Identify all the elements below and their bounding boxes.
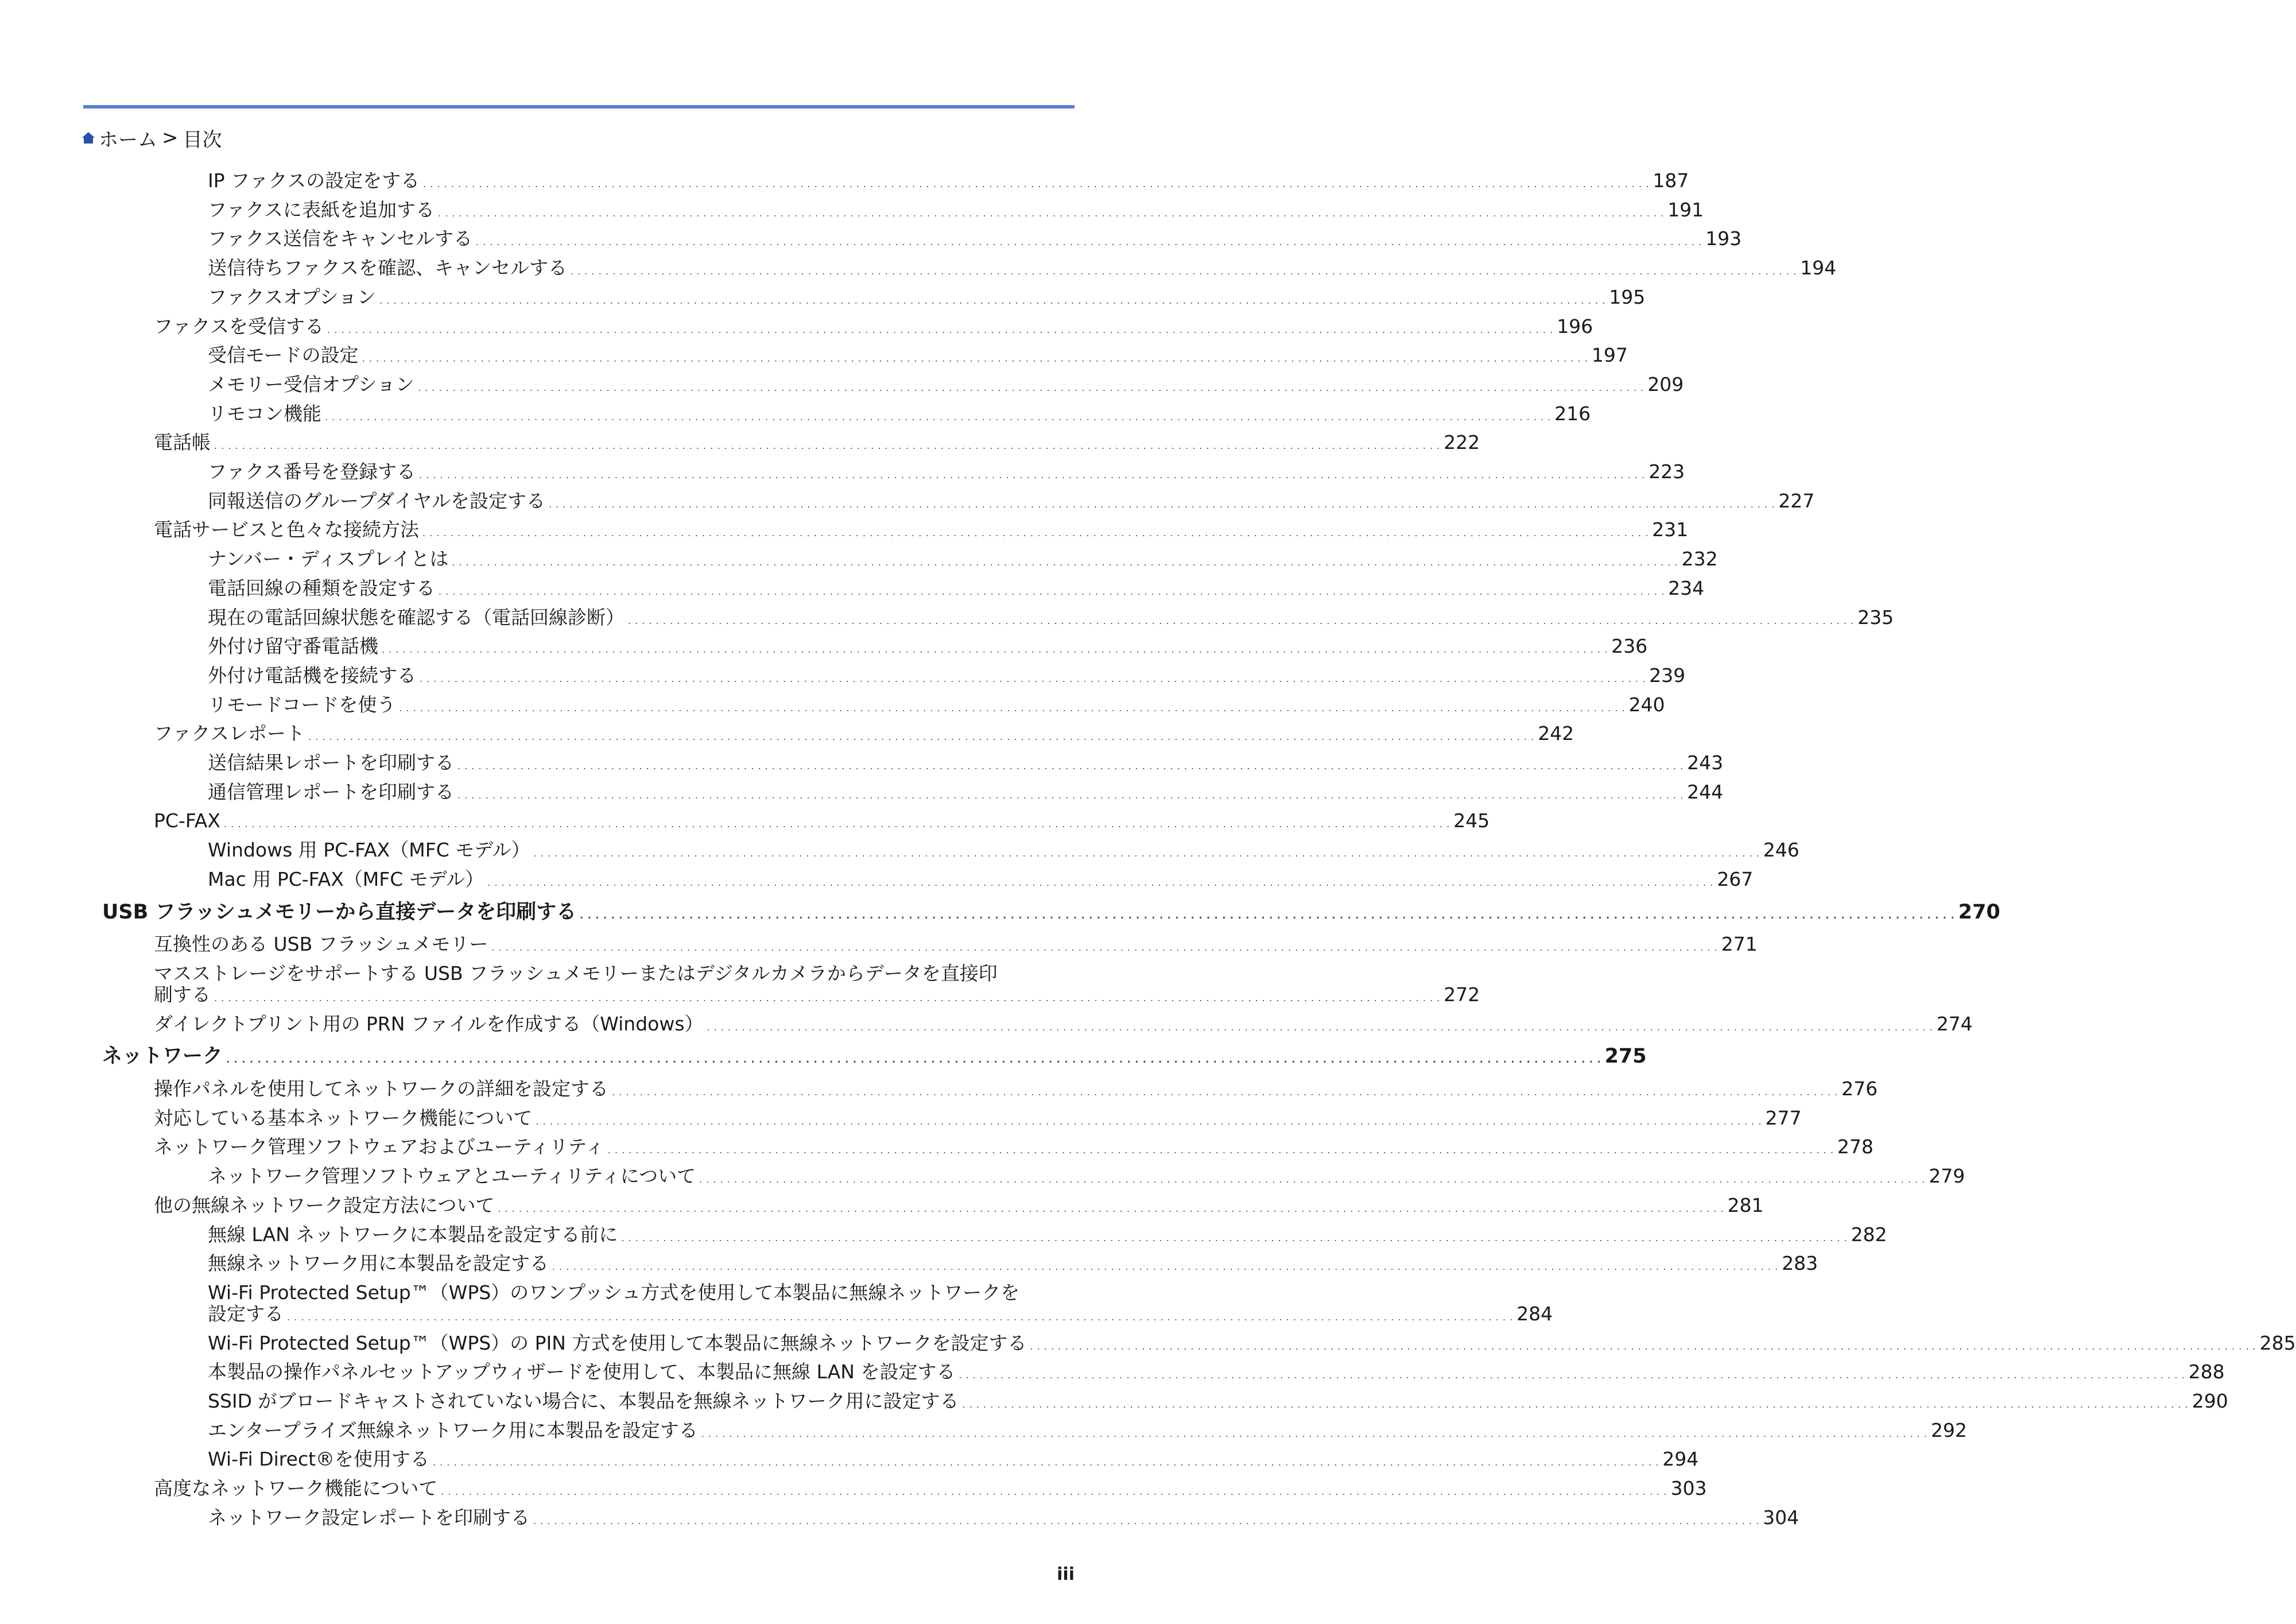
toc-leader-dots	[1030, 1329, 2256, 1361]
toc-leader-dots	[423, 166, 1649, 199]
breadcrumb-separator: >	[162, 126, 179, 149]
toc-entry-page: 242	[1538, 722, 1574, 745]
toc-entry-title: IP ファクスの設定をする	[208, 169, 420, 192]
toc-entry[interactable]	[0, 1133, 1874, 1161]
toc-entry-page: 191	[1667, 198, 1704, 221]
toc-entry-title: 高度なネットワーク機能について	[154, 1477, 438, 1500]
toc-entry[interactable]	[0, 632, 1648, 661]
toc-entry[interactable]	[0, 545, 1718, 573]
toc-entry[interactable]	[0, 370, 1684, 399]
toc-entry-page: 231	[1652, 518, 1689, 541]
toc-leader-dots	[382, 632, 1608, 664]
toc-entry-page: 282	[1851, 1223, 1887, 1246]
toc-entry-page: 194	[1800, 257, 1837, 280]
toc-entry-line[interactable]: マスストレージをサポートする USB フラッシュメモリーまたはデジタルカメラからデータを直接印	[154, 962, 998, 985]
toc-entry[interactable]	[0, 1300, 1553, 1328]
toc-leader-dots	[476, 224, 1702, 257]
toc-entry[interactable]	[0, 400, 1591, 428]
toc-entry-page: 272	[1444, 983, 1480, 1006]
toc-entry[interactable]	[0, 1075, 1878, 1103]
toc-entry-title: 本製品の操作パネルセットアップウィザードを使用して、本製品に無線 LAN を設定する	[208, 1361, 956, 1383]
toc-entry[interactable]	[0, 1358, 2225, 1386]
toc-leader-dots	[549, 487, 1775, 519]
toc-entry-title: Wi-Fi Direct®を使用する	[208, 1448, 430, 1471]
toc-leader-dots	[536, 1104, 1762, 1136]
toc-entry-page: 227	[1778, 489, 1815, 512]
toc-entry-title: ダイレクトプリント用の PRN ファイルを作成する（Windows）	[154, 1012, 704, 1035]
toc-leader-dots	[571, 254, 1797, 286]
toc-entry-title: 通信管理レポートを印刷する	[208, 780, 454, 803]
toc-entry[interactable]	[0, 1474, 1707, 1503]
toc-entry-title: エンタープライズ無線ネットワーク用に本製品を設定する	[208, 1418, 698, 1441]
toc-entry-line[interactable]: Wi-Fi Protected Setup™（WPS）のワンプッシュ方式を使用して本製品に無線ネットワークを	[208, 1281, 1020, 1304]
toc-entry-title: 現在の電話回線状態を確認する（電話回線診断）	[208, 606, 625, 629]
toc-entry[interactable]	[0, 1329, 2296, 1358]
toc-entry-page: 193	[1705, 227, 1742, 250]
toc-entry-page: 246	[1763, 839, 1799, 862]
toc-leader-dots	[552, 1249, 1778, 1281]
toc-entry[interactable]	[0, 1191, 1764, 1220]
toc-entry-title: ファクス番号を登録する	[208, 460, 416, 483]
toc-leader-dots	[701, 1416, 1927, 1448]
toc-entry-page: 187	[1653, 169, 1689, 192]
toc-entry[interactable]	[0, 312, 1593, 341]
toc-entry-title: 送信待ちファクスを確認、キャンセルする	[208, 257, 568, 280]
toc-entry-page: 277	[1765, 1106, 1802, 1129]
toc-entry[interactable]	[0, 196, 1704, 224]
toc-entry-title: 設定する	[208, 1302, 284, 1325]
toc-entry-title: SSID がブロードキャストされていない場合に、本製品を無線ネットワーク用に設定する	[208, 1390, 959, 1412]
toc-entry[interactable]	[0, 458, 1685, 486]
toc-entry-page: 279	[1929, 1165, 1965, 1188]
toc-entry[interactable]	[0, 603, 1894, 632]
toc-leader-dots	[438, 196, 1664, 228]
toc-entry-title: 電話サービスと色々な接続方法	[154, 518, 419, 541]
header-rule	[83, 105, 1075, 108]
toc-entry-title: 電話回線の種類を設定する	[208, 576, 435, 599]
toc-entry[interactable]	[0, 719, 1574, 748]
toc-entry-title: ファクス送信をキャンセルする	[208, 227, 473, 250]
toc-entry-title: 外付け電話機を接続する	[208, 664, 416, 687]
toc-entry[interactable]	[0, 224, 1742, 253]
toc-leader-dots	[580, 898, 1955, 930]
toc-entry-page: 294	[1662, 1448, 1699, 1471]
toc-entry[interactable]	[0, 487, 1815, 516]
toc-leader-dots	[534, 836, 1760, 868]
toc-entry-page: 290	[2192, 1390, 2228, 1412]
toc-leader-dots	[439, 574, 1665, 606]
toc-leader-dots	[224, 807, 1450, 839]
toc-leader-dots	[433, 1445, 1659, 1477]
toc-entry-page: 281	[1727, 1193, 1764, 1216]
toc-entry-page: 278	[1837, 1135, 1874, 1158]
toc-entry[interactable]	[0, 749, 1724, 777]
toc-leader-dots	[419, 458, 1645, 490]
toc-entry[interactable]	[0, 930, 1758, 959]
toc-leader-dots	[498, 1191, 1724, 1223]
toc-entry-title: Wi-Fi Protected Setup™（WPS）の PIN 方式を使用して本製品に無線ネットワークを設定する	[208, 1331, 1027, 1354]
toc-entry-title: USB フラッシュメモリーから直接データを印刷する	[102, 900, 577, 924]
toc-entry-title: リモコン機能	[208, 402, 321, 425]
toc-entry[interactable]	[0, 1220, 1887, 1249]
toc-entry-page: 275	[1604, 1045, 1647, 1068]
toc-entry-title: Mac 用 PC-FAX（MFC モデル）	[208, 867, 484, 890]
toc-entry-title: ネットワーク管理ソフトウェアとユーティリティについて	[208, 1165, 696, 1188]
toc-entry-page: 274	[1936, 1012, 1973, 1035]
toc-entry[interactable]	[0, 574, 1705, 603]
toc-entry-page: 196	[1557, 315, 1593, 338]
toc-entry-title: 刷する	[154, 983, 211, 1006]
toc-leader-dots	[399, 691, 1625, 723]
toc-entry-title: ファクスを受信する	[154, 315, 324, 338]
toc-entry-title: 電話帳	[154, 431, 211, 454]
toc-entry[interactable]	[0, 807, 1490, 835]
toc-entry-page: 303	[1670, 1477, 1707, 1500]
toc-entry[interactable]	[0, 691, 1665, 719]
toc-leader-dots	[707, 1010, 1933, 1042]
toc-entry-page: 209	[1647, 373, 1684, 396]
toc-entry-page: 245	[1453, 809, 1490, 832]
toc-entry[interactable]	[0, 778, 1724, 807]
toc-entry[interactable]	[0, 980, 1480, 1009]
toc-entry-title: 互換性のある USB フラッシュメモリー	[154, 933, 488, 956]
toc-entry-title: PC-FAX	[154, 809, 220, 832]
toc-entry-page: 234	[1668, 576, 1705, 599]
toc-entry[interactable]	[0, 1416, 1967, 1445]
page-number: iii	[1057, 1564, 1075, 1584]
toc-entry-page: 283	[1782, 1252, 1818, 1275]
toc-leader-dots	[963, 1387, 2189, 1419]
toc-leader-dots	[612, 1075, 1838, 1107]
home-icon[interactable]	[82, 131, 95, 145]
toc-leader-dots	[533, 1503, 1759, 1536]
toc-entry-title: 無線ネットワーク用に本製品を設定する	[208, 1252, 549, 1275]
toc-entry-title: 無線 LAN ネットワークに本製品を設定する前に	[208, 1223, 618, 1246]
toc-entry-page: 197	[1591, 344, 1628, 367]
toc-leader-dots	[226, 1042, 1601, 1074]
toc-entry[interactable]	[0, 1104, 1802, 1133]
toc-leader-dots	[491, 930, 1717, 962]
toc-leader-dots	[621, 1220, 1847, 1253]
toc-entry[interactable]	[0, 1387, 2228, 1416]
toc-entry-page: 288	[2188, 1361, 2225, 1383]
toc-entry[interactable]	[0, 865, 1754, 894]
toc-entry-title: 外付け留守番電話機	[208, 635, 378, 658]
toc-entry-title: ファクスレポート	[154, 722, 305, 745]
toc-entry[interactable]	[0, 1042, 1647, 1071]
toc-leader-dots	[457, 749, 1684, 781]
toc-entry-page: 292	[1930, 1418, 1967, 1441]
toc-entry-page: 235	[1857, 606, 1894, 629]
toc-entry-title: ファクスに表紙を追加する	[208, 198, 435, 221]
toc-entry[interactable]	[0, 283, 1646, 312]
toc-entry-title: リモードコードを使う	[208, 693, 396, 716]
toc-entry-page: 239	[1649, 664, 1686, 687]
toc-leader-dots	[441, 1474, 1667, 1506]
toc-leader-dots	[487, 865, 1713, 897]
toc-leader-dots	[959, 1358, 2185, 1390]
toc-entry[interactable]	[0, 254, 1837, 282]
toc-entry-page: 270	[1958, 900, 2000, 924]
toc-entry-page: 243	[1687, 751, 1724, 774]
toc-entry-title: ネットワーク管理ソフトウェアおよびユーティリティ	[154, 1135, 604, 1158]
toc-entry[interactable]	[0, 661, 1686, 690]
toc-leader-dots	[287, 1300, 1513, 1332]
toc-entry-page: 223	[1649, 460, 1685, 483]
toc-leader-dots	[327, 312, 1553, 344]
breadcrumb-home-link[interactable]: ホーム	[99, 128, 157, 152]
toc-entry-page: 232	[1681, 548, 1718, 571]
toc-entry-title: 送信結果レポートを印刷する	[208, 751, 454, 774]
toc-entry[interactable]	[0, 428, 1480, 457]
toc-entry[interactable]	[0, 516, 1689, 544]
toc-entry[interactable]	[0, 166, 1689, 195]
toc-leader-dots	[699, 1162, 1925, 1194]
toc-entry-page: 271	[1721, 933, 1758, 956]
toc-entry[interactable]	[0, 341, 1628, 370]
toc-leader-dots	[422, 516, 1649, 548]
toc-leader-dots	[608, 1133, 1834, 1165]
toc-entry-page: 216	[1554, 402, 1591, 425]
toc-entry-title: ナンバー・ディスプレイとは	[208, 548, 449, 571]
toc-entry-title: 同報送信のグループダイヤルを設定する	[208, 489, 546, 512]
toc-entry-page: 285	[2259, 1331, 2296, 1354]
toc-entry-title: Windows 用 PC-FAX（MFC モデル）	[208, 839, 530, 862]
breadcrumb-current: 目次	[183, 128, 222, 152]
toc-entry-page: 284	[1517, 1302, 1553, 1325]
toc-entry-title: 受信モードの設定	[208, 344, 359, 367]
toc-entry-page: 240	[1628, 693, 1665, 716]
toc-entry[interactable]	[0, 1503, 1799, 1532]
toc-entry[interactable]	[0, 1162, 1965, 1191]
toc-entry-title: ファクスオプション	[208, 285, 377, 308]
toc-entry[interactable]	[0, 836, 1799, 865]
toc-leader-dots	[418, 370, 1644, 402]
toc-leader-dots	[362, 341, 1588, 373]
toc-leader-dots	[628, 603, 1854, 635]
toc-entry-page: 276	[1841, 1078, 1878, 1100]
toc-leader-dots	[457, 778, 1684, 810]
toc-leader-dots	[420, 661, 1646, 693]
toc-entry[interactable]	[0, 1010, 1973, 1038]
toc-entry[interactable]	[0, 1445, 1699, 1474]
toc-leader-dots	[325, 400, 1551, 432]
breadcrumb	[82, 125, 222, 150]
toc-entry-title: ネットワーク設定レポートを印刷する	[208, 1506, 530, 1529]
toc-entry-title: 他の無線ネットワーク設定方法について	[154, 1193, 495, 1216]
toc-entry[interactable]	[0, 898, 2000, 927]
toc-leader-dots	[214, 428, 1440, 460]
toc-entry-page: 244	[1687, 780, 1724, 803]
toc-leader-dots	[214, 980, 1440, 1013]
toc-entry-title: ネットワーク	[102, 1045, 223, 1068]
toc-entry-page: 222	[1444, 431, 1480, 454]
toc-entry-page: 267	[1717, 867, 1754, 890]
toc-entry-page: 195	[1609, 285, 1646, 308]
toc-leader-dots	[452, 545, 1678, 577]
toc-entry-title: メモリー受信オプション	[208, 373, 415, 396]
toc-leader-dots	[308, 719, 1534, 751]
toc-leader-dots	[379, 283, 1605, 315]
toc-entry-page: 236	[1611, 635, 1648, 658]
toc-entry[interactable]	[0, 1249, 1818, 1278]
toc-entry-title: 操作パネルを使用してネットワークの詳細を設定する	[154, 1078, 608, 1100]
toc-entry-title: 対応している基本ネットワーク機能について	[154, 1106, 533, 1129]
toc-entry-page: 304	[1763, 1506, 1799, 1529]
